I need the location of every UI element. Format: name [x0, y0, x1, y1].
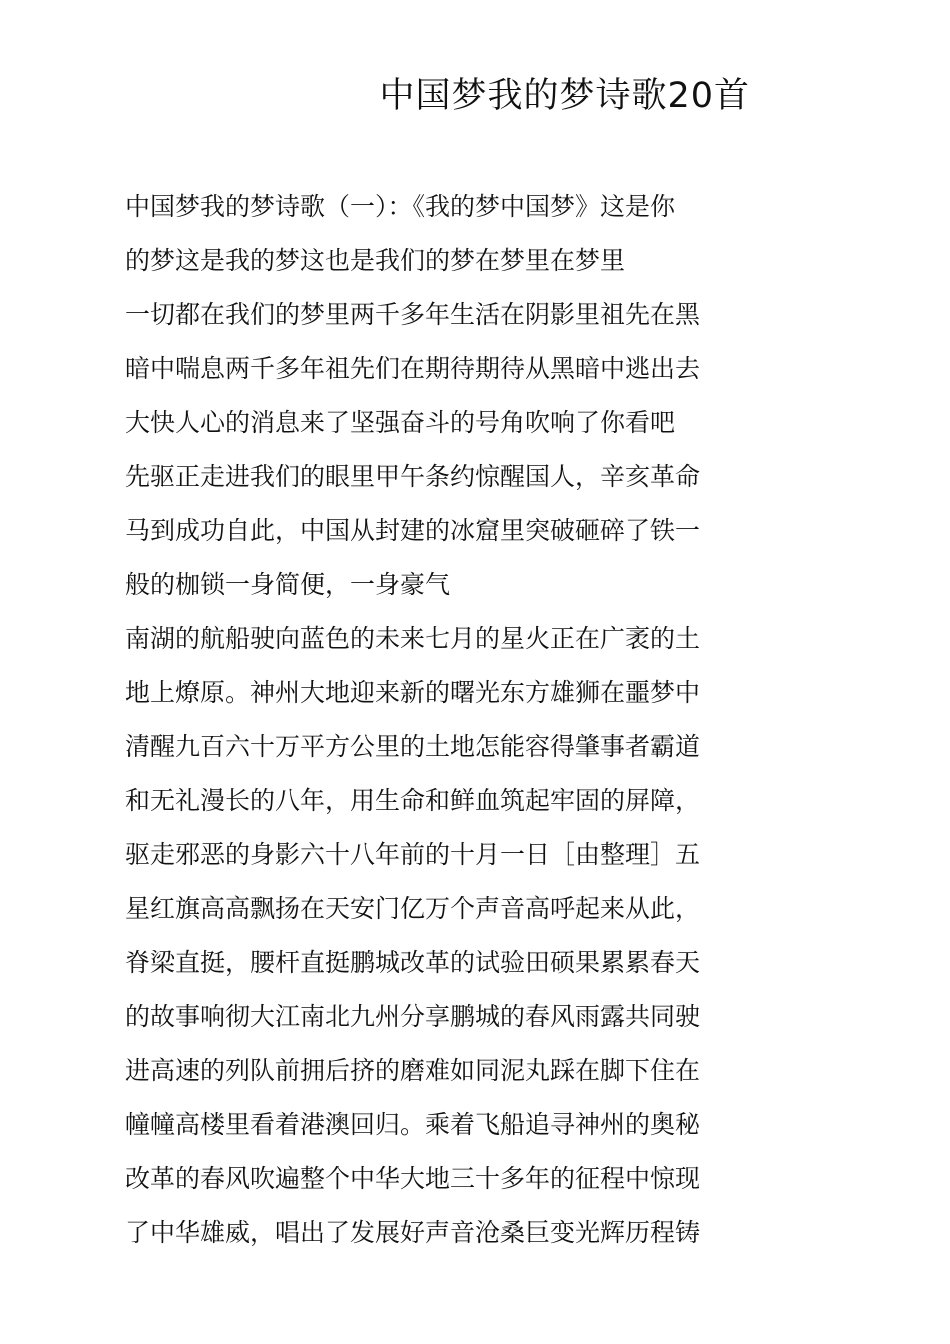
- text-line: 地上燎原。神州大地迎来新的曙光东方雄狮在噩梦中: [125, 678, 701, 707]
- text-line: 暗中喘息两千多年祖先们在期待期待从黑暗中逃出去: [125, 354, 701, 383]
- text-line: 脊梁直挺，腰杆直挺鹏城改革的试验田硕果累累春天: [125, 948, 701, 977]
- text-line: 先驱正走进我们的眼里甲午条约惊醒国人，辛亥革命: [125, 462, 701, 491]
- text-line: 一切都在我们的梦里两千多年生活在阴影里祖先在黑: [125, 300, 701, 329]
- text-line: 般的枷锁一身简便，一身豪气: [125, 570, 451, 599]
- text-line: 了中华雄威，唱出了发展好声音沧桑巨变光辉历程铸: [125, 1218, 701, 1247]
- text-line: 中国梦我的梦诗歌（一）：《我的梦中国梦》这是你: [125, 192, 676, 221]
- text-line: 清醒九百六十万平方公里的土地怎能容得肇事者霸道: [125, 732, 701, 761]
- poem-body: [125, 180, 765, 1260]
- text-line: 马到成功自此，中国从封建的冰窟里突破砸碎了铁一: [125, 516, 701, 545]
- text-line: 幢幢高楼里看着港澳回归。乘着飞船追寻神州的奥秘: [125, 1110, 701, 1139]
- text-line: 星红旗高高飘扬在天安门亿万个声音高呼起来从此，: [125, 894, 701, 923]
- text-line: 南湖的航船驶向蓝色的未来七月的星火正在广袤的土: [125, 624, 701, 653]
- text-line: 进高速的列队前拥后挤的磨难如同泥丸踩在脚下住在: [125, 1056, 701, 1085]
- text-line: 改革的春风吹遍整个中华大地三十多年的征程中惊现: [125, 1164, 701, 1193]
- text-line: 和无礼漫长的八年，用生命和鲜血筑起牢固的屏障，: [125, 786, 701, 815]
- text-line: 的故事响彻大江南北九州分享鹏城的春风雨露共同驶: [125, 1002, 701, 1031]
- text-line: 的梦这是我的梦这也是我们的梦在梦里在梦里: [125, 246, 626, 275]
- text-line: 驱走邪恶的身影六十八年前的十月一日［由整理］五: [125, 840, 701, 869]
- text-line: 大快人心的消息来了坚强奋斗的号角吹响了你看吧: [125, 408, 676, 437]
- document-title: 中国梦我的梦诗歌20首: [379, 76, 750, 116]
